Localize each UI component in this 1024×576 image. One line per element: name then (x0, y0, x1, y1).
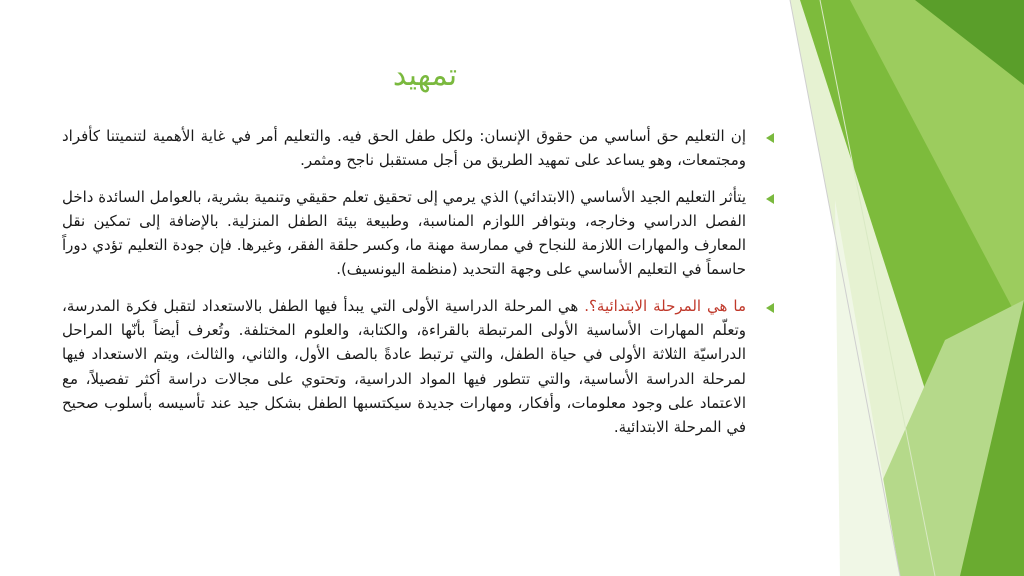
triangle-bullet-icon (766, 133, 774, 143)
paragraph-3-text: هي المرحلة الدراسية الأولى التي يبدأ فيها الطفل بالاستعداد لتقبل فكرة المدرسة، وتعلّم المهارات الأساسية الأولى المرتبطة بالقراءة، والكتابة، والعلوم المختلفة. وتُعرف أيضاً بأنّها المراحل الدراسيّة الثلاثة الأولى في حياة الطفل، والتي ترتبط عادةً بالصف الأول، والثاني، والثالث، ويتم الاستعداد فيها لمرحلة الدراسة الأساسية، والتي تتطور فيها المواد الدراسية، وتحتوي على مجالات دراسة أكثر تفصيلاً، مع الاعتماد على وجود معلومات، وأفكار، ومهارات جديدة سيكتسبها الطفل بشكل جيد عند تأسيسه بأسلوب صحيح في المرحلة الابتدائية. (62, 296, 746, 437)
triangle-bullet-icon (766, 303, 774, 313)
paragraph-1 (62, 124, 774, 173)
paragraph-3-question: ما هي المرحلة الابتدائية؟. (584, 296, 746, 315)
slide-content (62, 124, 774, 452)
paragraph-2-text: يتأثر التعليم الجيد الأساسي (الابتدائي) الذي يرمي إلى تحقيق تعلم حقيقي وتنمية بشرية، بالعوامل السائدة داخل الفصل الدراسي وخارجه، وبتوافر اللوازم المناسبة، وطبيعة بيئة الطفل المنزلية. بالإضافة إلى تمكين نقل المعارف والمهارات اللازمة للنجاح في ممارسة مهنة ما، وكسر حلقة الفقر، وغيرها. فإن جودة التعليم تؤدي دوراً حاسماً في التعليم الأساسي على وجهة التحديد (منظمة اليونسيف). (62, 187, 746, 279)
paragraph-2 (62, 185, 774, 282)
triangle-bullet-icon (766, 194, 774, 204)
slide-title: تمهيد (392, 58, 458, 93)
paragraph-3 (62, 294, 774, 440)
paragraph-1-text: إن التعليم حق أساسي من حقوق الإنسان: ولكل طفل الحق فيه. والتعليم أمر في غاية الأهمية لتنميتنا كأفراد ومجتمعات، وهو يساعد على تمهيد الطريق من أجل مستقبل ناجح ومثمر. (62, 127, 746, 170)
